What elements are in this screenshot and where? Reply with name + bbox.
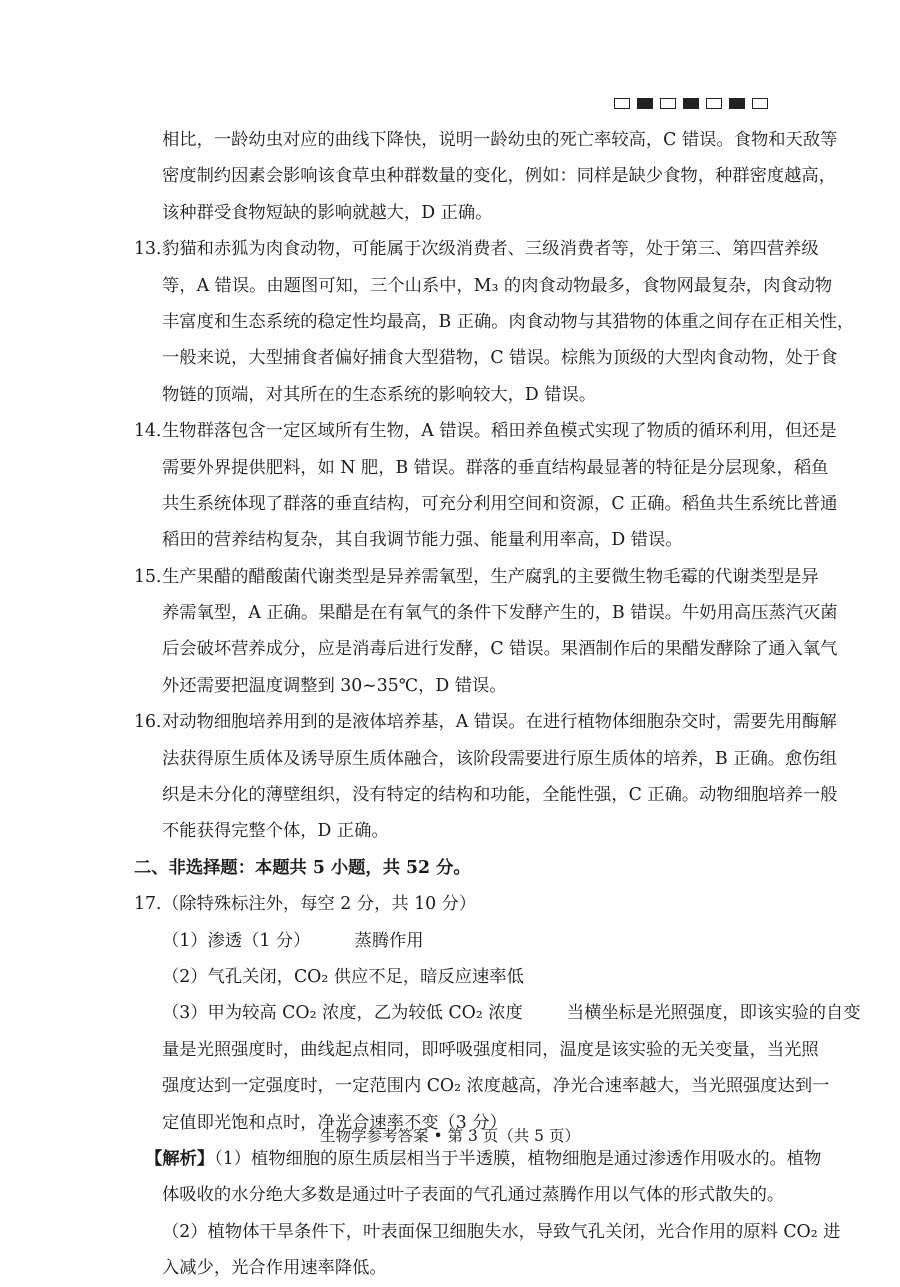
header-marks	[614, 98, 768, 109]
page-mark	[729, 98, 745, 109]
page-mark	[614, 98, 630, 109]
q17-answer-2: （2）气孔关闭，CO₂ 供应不足，暗反应速率低	[162, 966, 524, 987]
q15-line: 后会破坏营养成分，应是消毒后进行发酵，C 错误。果酒制作后的果醋发酵除了通入氧气	[162, 639, 838, 660]
q13-line: 13． 豹猫和赤狐为肉食动物，可能属于次级消费者、三级消费者等，处于第三、第四营养级	[0, 231, 900, 267]
q14-number: 14．	[134, 421, 174, 442]
page-mark	[637, 98, 653, 109]
q16-number: 16．	[134, 712, 174, 733]
q15-line: 养需氧型，A 正确。果醋是在有氧气的条件下发酵产生的，B 错误。牛奶用高压蒸汽灭菌	[162, 603, 838, 624]
q17-answer-3-line: 定值即光饱和点时，净光合速率不变（3 分）	[162, 1112, 507, 1133]
q15-line: 15． 生产果醋的醋酸菌代谢类型是异养需氧型，生产腐乳的主要微生物毛霉的代谢类型是异	[0, 559, 900, 595]
q13-line: 等，A 错误。由题图可知，三个山系中，M₃ 的肉食动物最多，食物网最复杂，肉食动物	[162, 275, 833, 296]
q12-line: 密度制约因素会影响该食草虫种群数量的变化，例如：同样是缺少食物，种群密度越高，	[162, 166, 836, 187]
q16-line: 法获得原生质体及诱导原生质体融合，该阶段需要进行原生质体的培养，B 正确。愈伤组	[162, 748, 837, 769]
q16-line: 织是未分化的薄壁组织，没有特定的结构和功能，全能性强，C 正确。动物细胞培养一般	[162, 785, 838, 806]
q13-line: 丰富度和生态系统的稳定性均最高，B 正确。肉食动物与其猎物的体重之间存在正相关性，	[162, 311, 855, 332]
q17-answer-3: （3）甲为较高 CO₂ 浓度，乙为较低 CO₂ 浓度 当横坐标是光照强度，即该实验的自变	[162, 1003, 861, 1024]
q15-number: 15．	[134, 566, 174, 587]
q17-intro: 17． （除特殊标注外，每空 2 分，共 10 分）	[0, 886, 900, 922]
q14-line: 共生系统体现了群落的垂直结构，可充分利用空间和资源，C 正确。稻鱼共生系统比普通	[162, 493, 838, 514]
q16-line: 不能获得完整个体，D 正确。	[162, 821, 389, 842]
q13-number: 13．	[134, 239, 174, 260]
q17-answer-1: （1）渗透（1 分） 蒸腾作用	[162, 930, 424, 951]
q14-line: 需要外界提供肥料，如 N 肥，B 错误。群落的垂直结构最显著的特征是分层现象，稻鱼	[162, 457, 829, 478]
q12-line: 相比，一龄幼虫对应的曲线下降快，说明一龄幼虫的死亡率较高，C 错误。食物和天敌等	[162, 130, 838, 150]
q12-line: 该种群受食物短缺的影响就越大，D 正确。	[162, 202, 493, 223]
q16-line: 16． 对动物细胞培养用到的是液体培养基，A 错误。在进行植物体细胞杂交时，需要先用酶解	[0, 704, 900, 740]
q17-analysis-line: 体吸收的水分绝大多数是通过叶子表面的气孔通过蒸腾作用以气体的形式散失的。	[162, 1185, 785, 1206]
page-mark	[752, 98, 768, 109]
q14-line: 稻田的营养结构复杂，其自我调节能力强、能量利用率高，D 错误。	[162, 530, 683, 551]
page-mark	[706, 98, 722, 109]
q17-number: 17．	[134, 894, 174, 915]
page-mark	[683, 98, 699, 109]
q15-line: 外还需要把温度调整到 30~35℃，D 错误。	[162, 675, 507, 696]
section-heading: 二、非选择题：本题共 5 小题，共 52 分。	[134, 857, 471, 878]
q17-analysis-line: 入减少，光合作用速率降低。	[162, 1258, 387, 1279]
q13-line: 物链的顶端，对其所在的生态系统的影响较大，D 错误。	[162, 384, 597, 405]
q17-analysis-line: 【解析】（1）植物细胞的原生质层相当于半透膜，植物细胞是通过渗透作用吸水的。植物	[145, 1148, 822, 1169]
q17-analysis-line: （2）植物体干旱条件下，叶表面保卫细胞失水，导致气孔关闭，光合作用的原料 CO₂ 进	[162, 1221, 841, 1242]
analysis-tag: 【解析】	[145, 1148, 215, 1169]
q14-line: 14． 生物群落包含一定区域所有生物，A 错误。稻田养鱼模式实现了物质的循环利用，但还是	[0, 413, 900, 449]
answer-content	[0, 122, 900, 1287]
q17-answer-3-line: 量是光照强度时，曲线起点相同，即呼吸强度相同，温度是该实验的无关变量，当光照	[162, 1039, 819, 1060]
page-footer: 生物学参考答案 • 第 3 页（共 5 页）	[320, 1127, 580, 1145]
q17-answer-3-line: 强度达到一定强度时，一定范围内 CO₂ 浓度越高，净光合速率越大，当光照强度达到一	[162, 1076, 830, 1097]
q13-line: 一般来说，大型捕食者偏好捕食大型猎物，C 错误。棕熊为顶级的大型肉食动物，处于食	[162, 348, 838, 369]
page-mark	[660, 98, 676, 109]
